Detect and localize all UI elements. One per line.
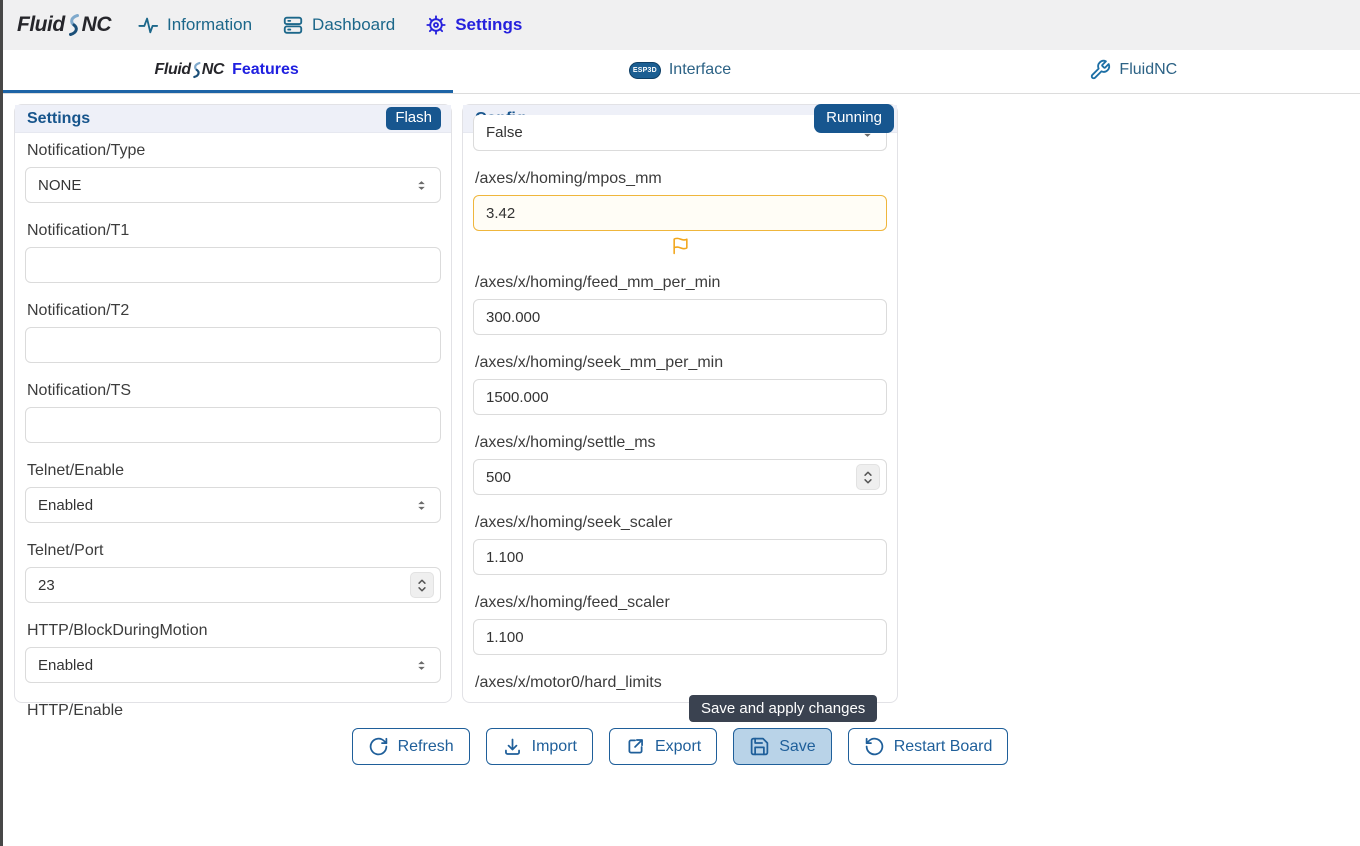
activity-icon <box>137 14 159 36</box>
action-button-row <box>0 728 1360 765</box>
refresh-button[interactable] <box>352 728 470 765</box>
button-label: Restart Board <box>893 737 993 755</box>
field-value: 500 <box>486 468 512 486</box>
field-value: 1.100 <box>486 548 524 566</box>
input-notification-ts[interactable] <box>25 407 441 443</box>
tab-interface[interactable] <box>453 50 906 93</box>
esp3d-logo: ESP3D <box>629 62 661 79</box>
settings-panel-body <box>15 133 451 727</box>
tab-features[interactable] <box>0 50 453 93</box>
field-label-telnet-enable: Telnet/Enable <box>27 462 124 479</box>
input-axes-x-homing-settle-ms[interactable] <box>473 459 887 495</box>
field-label-notification-type: Notification/Type <box>27 142 146 159</box>
restart-board-button[interactable] <box>848 728 1009 765</box>
window-left-edge <box>0 0 3 846</box>
input-axes-x-homing-feed-scaler[interactable] <box>473 619 887 655</box>
fluidnc-s-icon <box>66 13 81 37</box>
field-label-axes-x-homing-feed-scaler: /axes/x/homing/feed_scaler <box>475 594 670 611</box>
field-value: 3.42 <box>486 204 516 222</box>
import-icon <box>502 736 523 757</box>
tab-bar <box>0 50 1360 94</box>
field-label-notification-ts: Notification/TS <box>27 382 132 399</box>
save-icon <box>749 736 770 757</box>
tab-label: Features <box>232 61 299 78</box>
field-label-telnet-port: Telnet/Port <box>27 542 104 559</box>
button-label: Save <box>779 737 816 755</box>
field-value: Enabled <box>38 496 94 514</box>
nav-item-label: Information <box>167 15 253 34</box>
export-icon <box>625 736 646 757</box>
select-notification-type[interactable] <box>25 167 441 203</box>
button-label: Import <box>531 737 577 755</box>
field-label-notification-t1: Notification/T1 <box>27 222 130 239</box>
fluidnc-logo <box>17 13 111 37</box>
select-arrows-icon[interactable] <box>415 659 428 672</box>
tab-fluidnc[interactable] <box>907 50 1360 93</box>
field-label-axes-x-homing-settle-ms: /axes/x/homing/settle_ms <box>475 434 656 451</box>
wrench-icon <box>1089 59 1111 81</box>
gear-icon <box>425 14 447 36</box>
running-badge: Running <box>815 105 893 132</box>
field-value: NONE <box>38 176 82 194</box>
input-axes-x-homing-mpos-mm[interactable] <box>473 195 887 231</box>
save-tooltip: Save and apply changes <box>689 695 877 722</box>
field-label-http-blockduringmotion: HTTP/BlockDuringMotion <box>27 622 208 639</box>
flag-icon <box>671 236 690 255</box>
tab-label: FluidNC <box>1119 61 1178 78</box>
save-button[interactable] <box>733 728 831 765</box>
input-axes-x-homing-seek-mm-per-min[interactable] <box>473 379 887 415</box>
input-axes-x-homing-seek-scaler[interactable] <box>473 539 887 575</box>
number-spinner[interactable] <box>856 464 880 490</box>
field-label-axes-x-homing-mpos-mm: /axes/x/homing/mpos_mm <box>475 170 662 187</box>
field-value: 300.000 <box>486 308 541 326</box>
nav-item-information[interactable] <box>137 14 252 36</box>
fluidnc-logo: Fluid NC <box>154 61 225 78</box>
flash-badge: Flash <box>386 107 441 130</box>
field-value: False <box>486 124 523 141</box>
refresh-icon <box>368 736 389 757</box>
config-panel <box>462 104 898 703</box>
modified-flag-row <box>473 236 887 255</box>
field-label-notification-t2: Notification/T2 <box>27 302 130 319</box>
settings-panel-title: Settings <box>27 109 91 127</box>
field-value: 23 <box>38 576 55 594</box>
brand-text-fluid: Fluid <box>17 13 65 36</box>
navbar-menu <box>137 14 552 36</box>
input-notification-t2[interactable] <box>25 327 441 363</box>
settings-panel-header <box>15 105 451 133</box>
input-axes-x-homing-feed-mm-per-min[interactable] <box>473 299 887 335</box>
number-spinner[interactable] <box>410 572 434 598</box>
import-button[interactable] <box>486 728 593 765</box>
field-label-axes-x-homing-seek-mm-per-min: /axes/x/homing/seek_mm_per_min <box>475 354 724 371</box>
config-panel-body <box>463 124 897 702</box>
restart-icon <box>864 736 885 757</box>
button-label: Refresh <box>397 737 454 755</box>
nav-item-settings[interactable] <box>425 14 522 36</box>
select-arrows-icon[interactable] <box>415 499 428 512</box>
export-button[interactable] <box>609 728 717 765</box>
field-value: 1500.000 <box>486 388 549 406</box>
field-value: 1.100 <box>486 628 524 646</box>
field-label-axes-x-motor0-hard-limits: /axes/x/motor0/hard_limits <box>475 674 662 691</box>
field-label-axes-x-homing-feed-mm-per-min: /axes/x/homing/feed_mm_per_min <box>475 274 721 291</box>
nav-item-label: Settings <box>455 15 523 34</box>
field-label-axes-x-homing-seek-scaler: /axes/x/homing/seek_scaler <box>475 514 673 531</box>
settings-panel <box>14 104 452 719</box>
field-label-http-enable: HTTP/Enable <box>27 702 124 719</box>
nav-item-label: Dashboard <box>312 15 396 34</box>
tab-label: Interface <box>668 61 732 78</box>
select-arrows-icon[interactable] <box>415 179 428 192</box>
button-label: Export <box>654 737 702 755</box>
brand-text-nc: NC <box>81 13 111 36</box>
input-notification-t1[interactable] <box>25 247 441 283</box>
field-value: Enabled <box>38 656 94 674</box>
select-telnet-enable[interactable] <box>25 487 441 523</box>
nav-item-dashboard[interactable] <box>282 14 395 36</box>
input-telnet-port[interactable] <box>25 567 441 603</box>
select-http-blockduringmotion[interactable] <box>25 647 441 683</box>
top-navbar <box>0 0 1360 50</box>
server-icon <box>282 14 304 36</box>
